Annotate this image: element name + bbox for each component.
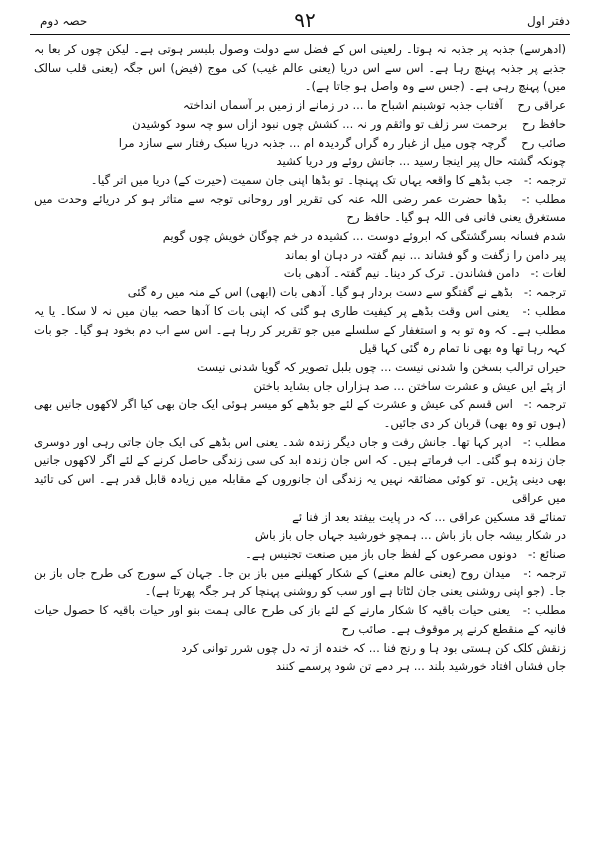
part-title: حصہ دوم — [40, 14, 88, 28]
header-rule — [30, 34, 570, 35]
page-body-text: (ادھرسے) جذبہ پر جذبہ نہ ہوتا۔ رلعینی اس کے فضل سے دولت وصول بلبسر ہوتی ہے۔ لیکن چوں کر بعا بہ جذبے پر جذبہ پہنچ رہا ہے۔ اس سے اس دریا (یعنی عالم غیب) کی موج (فیض) اس جگہ (یعنی قلب سالک میں) پہنچ رہی ہے۔ (جس سے وہ واصل ہو جاتا ہے)۔ عراقی رح آفتاب جذبہ توشبنم اشباح ما ... در زمانے از زمیں بر آسماں انداختہ حافظ رح برحمت سر زلف تو واثقم ور نہ ... کشش چوں نبود ازاں سو چہ سود کوشیدن صائب رح گرچہ چوں میل از غبار رہ گراں گردیدہ ام ... جذبہ دریا سبک رفتار سے سازد مرا چونکہ گشتہ حال پیر اینجا رسید ... جانش روئے ور دریا کشید ترجمہ :- جب بڈھے کا واقعہ یہاں تک پہنچا۔ تو بڈھا اپنی جان سمیت (حیرت کے) دریا میں اتر گیا۔ مطلب :- بڈھا حضرت عمر رضی اللہ عنہ کی تقریر اور روحانی توجہ سے متاثر ہو کر دریائے وحدت میں مستغرق یعنی فانی فی اللہ ہو گیا۔ حافظ رح شدم فسانہ بسرگشتگی کہ ابروئے دوست ... کشیدہ در خم چوگان خویش چوں گویم پیر دامن را زگفت و گو فشاند ... نیم گفتہ در دہان او بماند لغات :- دامن فشاندن۔ ترک کر دینا۔ نیم گفتہ۔ آدھی بات ترجمہ :- بڈھے نے گفتگو سے دست بردار ہو گیا۔ آدھی بات (ابھی) اس کے منہ میں رہ گئی مطلب :- یعنی اس وقت بڈھے پر کیفیت طاری ہو گئی کہ اپنی بات کا آدھا حصہ بیان میں نہ لا سکا۔ یا یہ مطلب ہے۔ کہ وہ تو بہ و استغفار کے سلسلے میں جو تقریر کر رہا ہے۔ اس سے اب دم بخود ہو گیا۔ جو بات کہہ رہا تھا وہ بھی نا تمام رہ گئی کہا قیل حیراں ترالب بسخن وا شدنی نیست ... چوں بلبل تصویر کہ گویا شدنی نیست از پئے ایں عیش و عشرت ساختن ... صد ہزاراں جاں بشاید باختن ترجمہ :- اس قسم کی عیش و عشرت کے لئے جو بڈھے کو میسر ہوئی ایک جان بھی کیا اگر لاکھوں جانیں بھی (ہوں تو وہ بھی) قربان کر دی جائیں۔ مطلب :- ادپر کہا تھا۔ جانش رفت و جاں دیگر زندہ شد۔ یعنی اس بڈھے کی ایک جان جاتی رہی اور دوسری جان زندہ ہو گئی۔ اب فرماتے ہیں۔ کہ اس جان زندہ ابد کی سی زندگی حاصل کرنے کے لئے اگر لاکھوں جانیں بھی دینی پڑیں۔ تو کوئی مضائقہ نہیں یہ زندگی ان جانوروں کے مقابلہ میں زیادہ قابل قدر ہے۔ اس کی تائید میں عراقی تمنائے قد مسکین عراقی ... کہ در پایت بیفتد بعد از فنا ئے در شکار بیشہ جاں باز باش ... ہمچو خورشید جہاں جاں باز باش صنائع :- دونوں مصرعوں کے لفظ جاں باز میں صنعت تجنیس ہے۔ ترجمہ :- میدان روح (یعنی عالم معنے) کے شکار کھیلنے میں باز بن جا۔ جہان کے سورج کی طرح جاں باز بن جا۔ (جو اپنی روشنی یعنی جان لٹاتا ہے اور سب کو روشنی پہنچا کر ہر جگہ پھرتا ہے)۔ مطلب :- یعنی حیات باقیہ کا شکار مارنے کے لئے باز کی طرح عالی ہمت بنو اور حیات باقیہ کا حصول حیات فانیہ کے منقطع کرنے پر موقوف ہے۔ صائب رح زنقش کلک کن ہستی بود ہا و رنج فنا ... کہ خندہ از تہ دل چوں شرر توانی کرد جاں فشاں افتاد خورشید بلند ... ہر دمے تن شود پرسمے کنند — [34, 42, 566, 674]
page-number: ۹۲ — [294, 8, 316, 32]
section-title: دفتر اول — [527, 14, 570, 28]
page-header — [40, 8, 570, 34]
